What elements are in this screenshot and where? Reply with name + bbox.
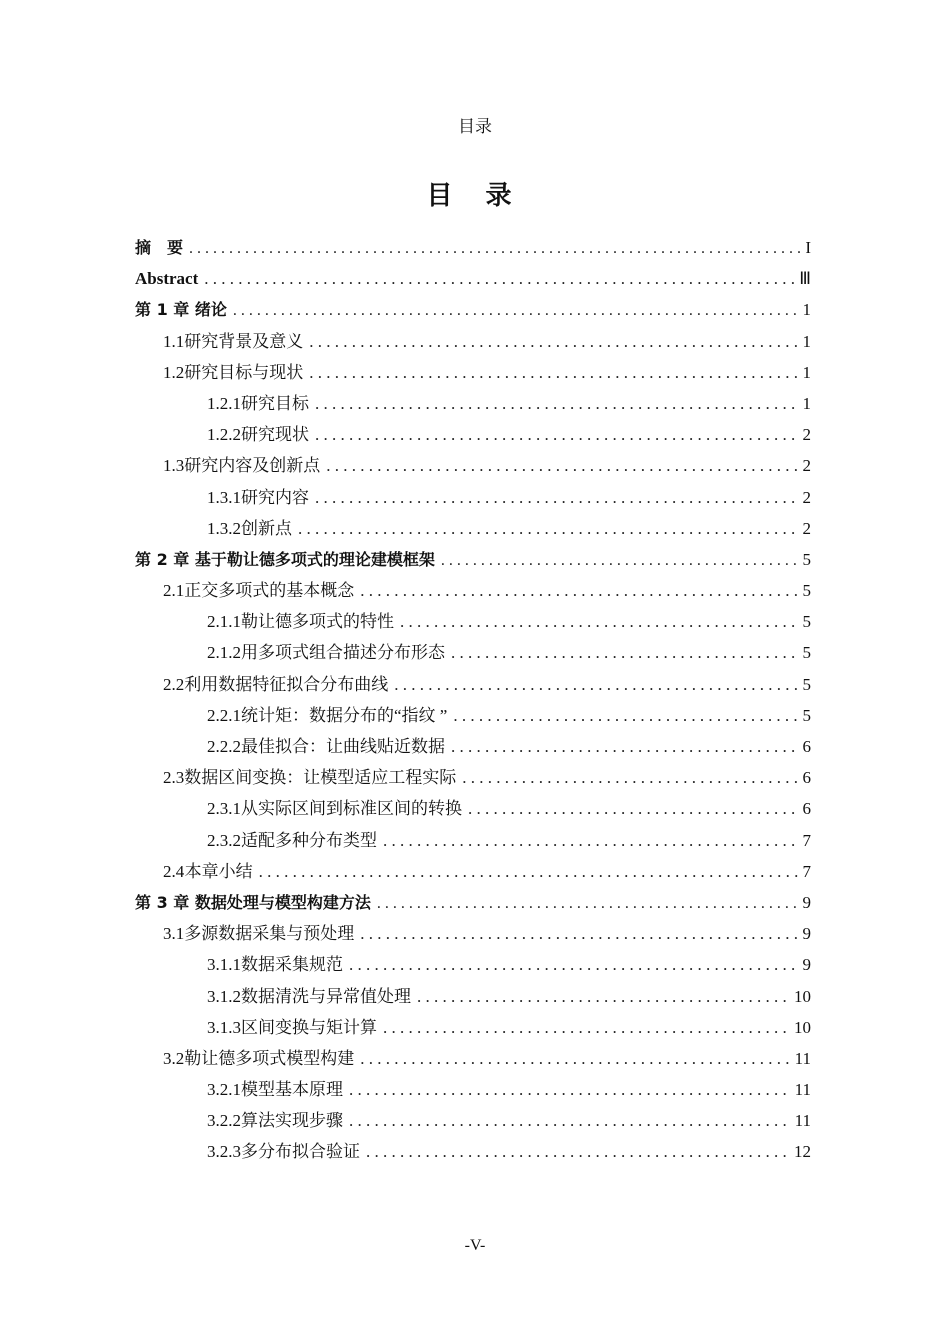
- dot-leader: [349, 1105, 791, 1136]
- toc-entry-page: 1: [802, 300, 811, 320]
- toc-entry[interactable]: [135, 700, 811, 731]
- toc-entry-page: 2: [802, 425, 811, 445]
- toc-entry-page: 5: [802, 705, 811, 725]
- toc-entry-title: 第 1 章 绪论: [135, 300, 227, 320]
- toc-entry[interactable]: [135, 1012, 811, 1043]
- toc-entry-page: 2: [802, 456, 811, 476]
- toc-entry-title: 统计矩：数据分布的“指纹 ”: [241, 705, 448, 725]
- dot-leader: [360, 575, 798, 606]
- toc-entry-number: 2.3.1: [207, 799, 241, 819]
- toc-entry-page: I: [805, 238, 811, 257]
- toc-entry-number: 3.1: [163, 924, 185, 944]
- toc-entry-page: 5: [802, 581, 811, 601]
- dot-leader: [366, 1136, 790, 1167]
- toc-entry-page: 5: [802, 674, 811, 694]
- toc-entry-title: 数据清洗与异常值处理: [241, 986, 411, 1006]
- toc-entry-title: 最佳拟合：让曲线贴近数据: [241, 737, 445, 756]
- toc-entry[interactable]: [135, 669, 811, 700]
- toc-entry-title: 用多项式组合描述分布形态: [241, 643, 445, 663]
- toc-entry-page: 5: [802, 643, 811, 663]
- dot-leader: [441, 545, 799, 576]
- toc-entry-number: 1.2.2: [207, 425, 241, 445]
- toc-entry-page: 5: [802, 612, 811, 632]
- dot-leader: [360, 1043, 790, 1074]
- toc-entry-number: 1.1: [163, 331, 185, 351]
- dot-leader: [233, 295, 799, 326]
- toc-entry[interactable]: [135, 856, 811, 887]
- toc-entry-title: 第 2 章 基于勒让德多项式的理论建模框架: [135, 549, 435, 569]
- toc-entry[interactable]: [135, 482, 811, 513]
- toc-entry-page: 7: [802, 861, 811, 881]
- toc-entry-title: 研究现状: [241, 425, 309, 445]
- toc-entry-number: 2.2: [163, 674, 185, 694]
- toc-entry-title: 从实际区间到标准区间的转换: [241, 799, 462, 819]
- dot-leader: [189, 233, 801, 264]
- toc-entry-page: 2: [802, 487, 811, 507]
- toc-entry-page: 9: [802, 924, 811, 944]
- toc-entry-page: 6: [802, 768, 811, 788]
- toc-entry[interactable]: [135, 419, 811, 450]
- toc-entry-page: Ⅲ: [799, 269, 811, 289]
- dot-leader: [360, 918, 798, 949]
- dot-leader: [394, 669, 798, 700]
- dot-leader: [298, 513, 799, 544]
- dot-leader: [383, 825, 799, 856]
- dot-leader: [349, 1074, 791, 1105]
- dot-leader: [259, 856, 799, 887]
- toc-entry-title: 数据采集规范: [241, 955, 343, 975]
- dot-leader: [315, 419, 799, 450]
- toc-entry-page: 7: [802, 830, 811, 850]
- toc-entry-page: 9: [802, 892, 811, 912]
- toc-entry-page: 12: [794, 1142, 811, 1162]
- toc-entry[interactable]: [135, 263, 811, 294]
- toc-entry-number: 3.2: [163, 1048, 185, 1068]
- toc-entry-title: 研究内容及创新点: [184, 456, 321, 476]
- dot-leader: [315, 482, 799, 513]
- toc-entry-number: 3.2.1: [207, 1080, 241, 1100]
- toc-entry[interactable]: [135, 1043, 811, 1074]
- toc-entry-title: 研究背景及意义: [184, 331, 304, 351]
- toc-entry-number: 2.2.1: [207, 705, 241, 725]
- toc-entry[interactable]: [135, 357, 811, 388]
- toc-entry-number: 1.2.1: [207, 393, 241, 413]
- toc-entry-title: 勒让德多项式模型构建: [184, 1048, 355, 1068]
- toc-entry-page: 9: [802, 955, 811, 975]
- dot-leader: [400, 606, 799, 637]
- toc-entry-page: 10: [794, 1017, 811, 1037]
- toc-entry[interactable]: [135, 575, 811, 606]
- toc-entry-title: 多源数据采集与预处理: [184, 924, 355, 944]
- toc-entry[interactable]: [135, 949, 811, 980]
- toc-entry-number: 2.1: [163, 581, 185, 601]
- dot-leader: [453, 700, 798, 731]
- toc-entry[interactable]: [135, 731, 811, 762]
- toc-entry-title: 研究目标与现状: [184, 362, 304, 382]
- toc-entry-page: 5: [802, 549, 811, 569]
- dot-leader: [451, 637, 799, 668]
- page-title: 目 录: [426, 181, 524, 211]
- dot-leader: [349, 949, 799, 980]
- toc-entry-page: 11: [794, 1048, 811, 1068]
- toc-entry-title: 研究内容: [241, 487, 309, 507]
- dot-leader: [468, 793, 799, 824]
- toc-entry-title: 摘 要: [135, 238, 184, 257]
- toc-entry[interactable]: [135, 1074, 811, 1105]
- toc-entry[interactable]: [135, 326, 811, 357]
- toc-entry-title: 数据区间变换：让模型适应工程实际: [184, 768, 457, 788]
- toc-entry-page: 10: [794, 986, 811, 1006]
- dot-leader: [309, 326, 798, 357]
- toc-entry-page: 1: [802, 393, 811, 413]
- toc-entry-page: 11: [794, 1111, 811, 1131]
- toc-entry[interactable]: [135, 388, 811, 419]
- dot-leader: [451, 731, 799, 762]
- toc-entry-title: 勒让德多项式的特性: [241, 612, 394, 632]
- toc-entry-title: 利用数据特征拟合分布曲线: [184, 674, 389, 694]
- toc-entry-title: 适配多种分布类型: [241, 830, 377, 850]
- toc-entry-number: 2.2.2: [207, 737, 241, 756]
- toc-entry[interactable]: [135, 606, 811, 637]
- table-of-contents: [135, 232, 811, 1168]
- toc-entry[interactable]: [135, 825, 811, 856]
- dot-leader: [383, 1012, 790, 1043]
- toc-entry-number: 1.3: [163, 456, 185, 476]
- toc-entry-page: 1: [802, 331, 811, 351]
- dot-leader: [315, 388, 799, 419]
- toc-entry-number: 3.2.2: [207, 1111, 241, 1131]
- toc-entry-number: 1.3.2: [207, 518, 241, 538]
- toc-entry-title: 第 3 章 数据处理与模型构建方法: [135, 892, 371, 912]
- toc-entry[interactable]: [135, 1105, 811, 1136]
- toc-entry-number: 2.4: [163, 861, 185, 881]
- toc-entry-number: 2.1.1: [207, 612, 241, 632]
- dot-leader: [377, 888, 799, 919]
- toc-entry-number: 3.1.1: [207, 955, 241, 975]
- toc-entry-title: 研究目标: [241, 393, 309, 413]
- page-number: -V-: [464, 1237, 486, 1254]
- toc-entry-page: 2: [802, 518, 811, 538]
- toc-entry-title: 多分布拟合验证: [241, 1142, 360, 1162]
- toc-entry[interactable]: [135, 450, 811, 481]
- toc-entry[interactable]: [135, 918, 811, 949]
- toc-entry[interactable]: [135, 762, 811, 793]
- toc-entry-title: 本章小结: [184, 861, 253, 881]
- toc-entry-number: 3.1.2: [207, 986, 241, 1006]
- dot-leader: [326, 450, 798, 481]
- toc-entry-number: 3.2.3: [207, 1142, 241, 1162]
- toc-entry[interactable]: [135, 294, 811, 325]
- toc-entry-page: 1: [802, 362, 811, 382]
- toc-entry-number: 1.2: [163, 362, 185, 382]
- toc-entry[interactable]: [135, 793, 811, 824]
- toc-entry[interactable]: [135, 981, 811, 1012]
- toc-entry[interactable]: [135, 637, 811, 668]
- toc-entry-title: 正交多项式的基本概念: [184, 581, 355, 601]
- toc-entry-number: 1.3.1: [207, 487, 241, 507]
- toc-entry-number: 2.3.2: [207, 830, 241, 850]
- toc-entry-title: 模型基本原理: [241, 1080, 343, 1100]
- dot-leader: [462, 762, 798, 793]
- toc-entry-page: 11: [794, 1080, 811, 1100]
- toc-entry[interactable]: [135, 887, 811, 918]
- toc-entry-title: 区间变换与矩计算: [241, 1017, 377, 1037]
- toc-entry-title: 算法实现步骤: [241, 1111, 343, 1131]
- toc-entry[interactable]: [135, 232, 811, 263]
- toc-entry-number: 2.1.2: [207, 643, 241, 663]
- toc-entry[interactable]: [135, 544, 811, 575]
- running-header: 目录: [458, 117, 492, 136]
- dot-leader: [417, 981, 790, 1012]
- toc-entry-title: 创新点: [241, 518, 292, 538]
- toc-entry-number: 3.1.3: [207, 1017, 241, 1037]
- dot-leader: [204, 263, 795, 294]
- toc-entry-title: Abstract: [135, 269, 199, 289]
- toc-entry[interactable]: [135, 513, 811, 544]
- toc-entry-number: 2.3: [163, 768, 185, 788]
- dot-leader: [309, 357, 798, 388]
- toc-entry[interactable]: [135, 1136, 811, 1167]
- toc-entry-page: 6: [802, 799, 811, 819]
- toc-entry-page: 6: [802, 737, 811, 756]
